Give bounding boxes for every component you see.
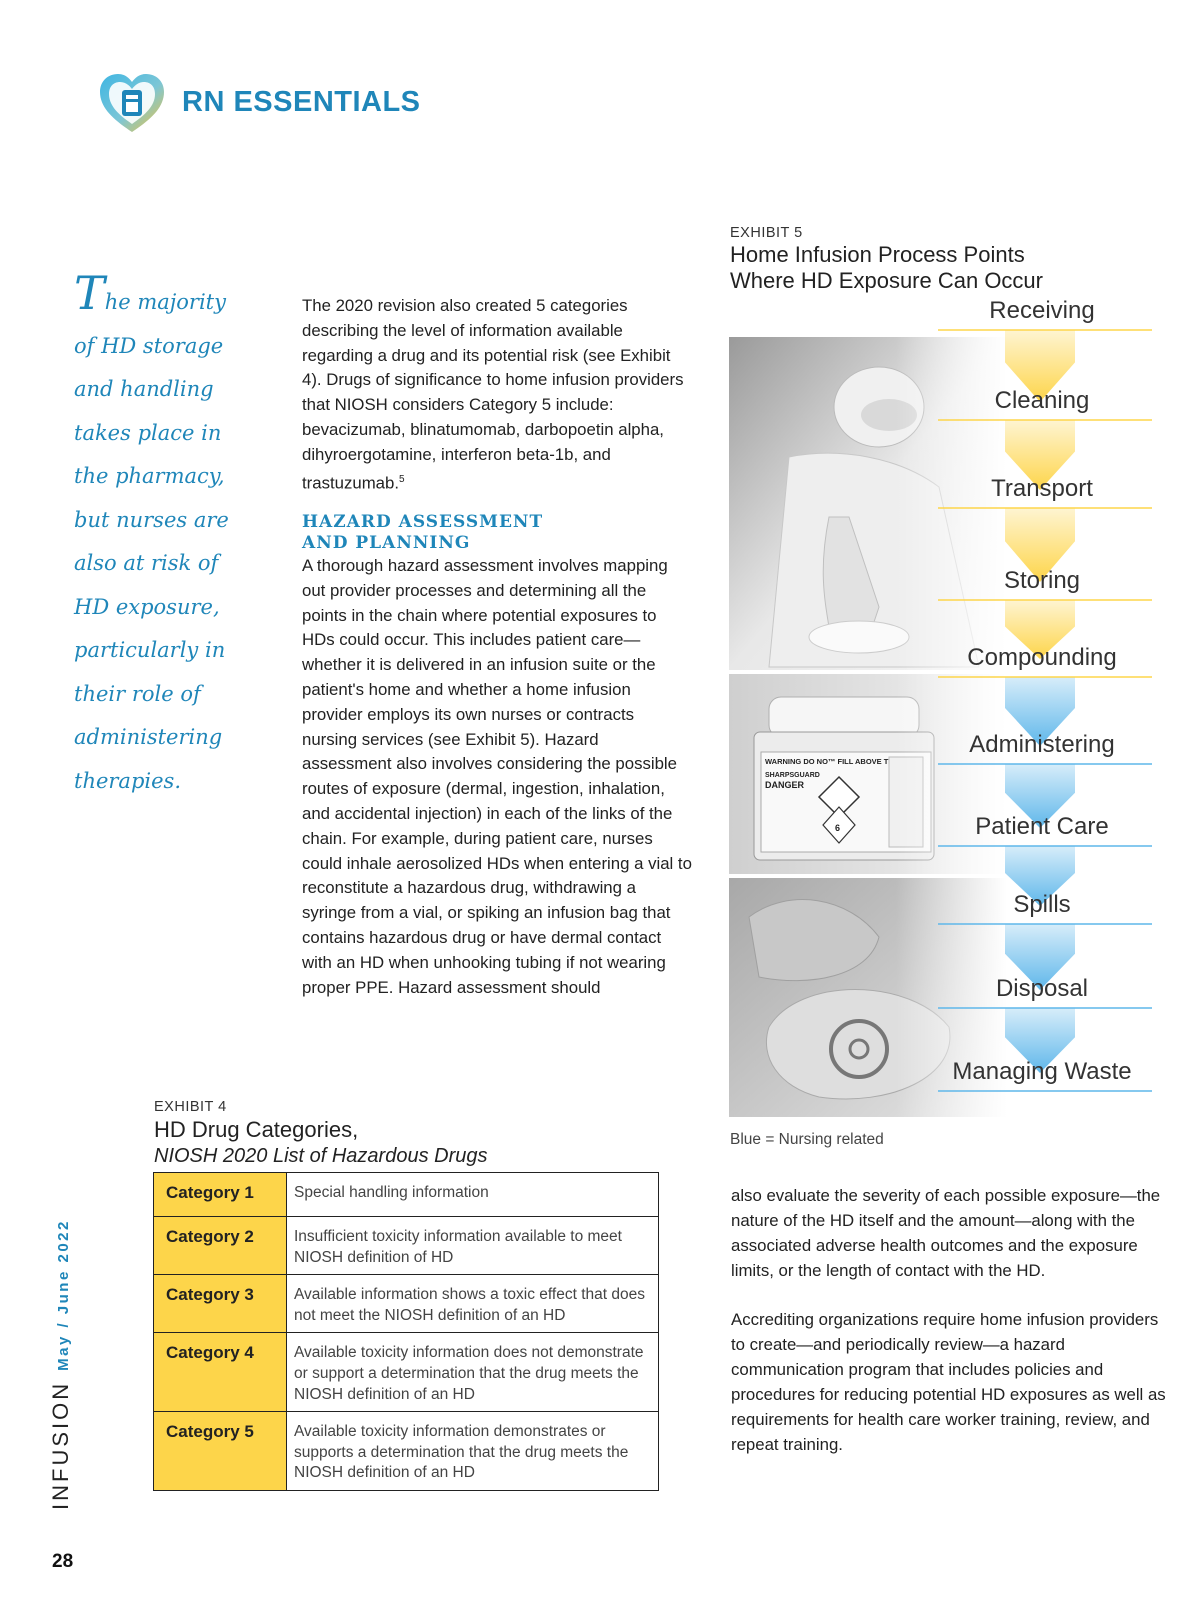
table-row bbox=[154, 1173, 659, 1217]
exhibit-5-legend: Blue = Nursing related bbox=[730, 1131, 884, 1148]
pull-quote-line: takes place in bbox=[74, 420, 222, 445]
table-row bbox=[154, 1412, 659, 1491]
page-number: 28 bbox=[52, 1551, 74, 1572]
magazine-side-label bbox=[48, 1219, 74, 1510]
pull-quote-line: administering bbox=[74, 725, 223, 749]
pull-quote-line: and handling bbox=[74, 377, 214, 401]
category-cell: Category 4 bbox=[154, 1333, 287, 1412]
issue-date: May / June 2022 bbox=[55, 1219, 72, 1371]
pull-quote-line: HD exposure, bbox=[74, 594, 220, 619]
article-body-column bbox=[302, 294, 692, 1000]
reference-marker: 5 bbox=[399, 473, 405, 485]
drug-category-table bbox=[153, 1172, 659, 1491]
pull-quote-line: also at risk of bbox=[74, 551, 219, 575]
pull-quote-line: he majority bbox=[104, 290, 226, 314]
pull-quote-line: the pharmacy, bbox=[74, 464, 225, 488]
section-heading: HAZARD ASSESSMENT AND PLANNING bbox=[302, 511, 544, 553]
category-cell: Category 3 bbox=[154, 1275, 287, 1333]
magazine-name: INFUSION bbox=[48, 1380, 73, 1510]
flow-step-label: Transport bbox=[991, 475, 1093, 502]
description-cell: Available toxicity information does not demonstrate or support a determination that the drug meets the NIOSH definition of an HD bbox=[287, 1333, 659, 1412]
flow-step-label: Spills bbox=[1013, 891, 1071, 918]
flow-step-label: Compounding bbox=[967, 644, 1117, 671]
process-flow-diagram bbox=[930, 300, 1200, 1130]
flow-step-label: Storing bbox=[1003, 567, 1081, 594]
flow-step-label: Disposal bbox=[995, 975, 1089, 1002]
table-row bbox=[154, 1217, 659, 1275]
description-cell: Insufficient toxicity information available to meet NIOSH definition of HD bbox=[287, 1217, 659, 1275]
flow-step-label: Managing Waste bbox=[952, 1058, 1132, 1085]
flow-step-label: Administering bbox=[969, 731, 1115, 758]
pull-quote-drop-letter: T bbox=[74, 266, 105, 320]
body-paragraph: The 2020 revision also created 5 categories describing the level of information available regarding a drug and its potential risk (see Exhibit 4). Drugs of significance to home infusion providers that NIOSH considers Category 5 include: bevacizumab, blinatumomab, darbopoetin alpha, dihyroergotamine, interferon beta-1b, and trastuzumab.$^5$ bbox=[302, 296, 684, 493]
pull-quote-line: therapies. bbox=[74, 768, 181, 793]
description-cell: Special handling information bbox=[287, 1173, 659, 1217]
pull-quote bbox=[74, 266, 274, 803]
pull-quote-line: but nurses are bbox=[74, 507, 229, 532]
body-paragraph: also evaluate the severity of each possible exposure—the nature of the HD itself and the amount—along with the associated adverse health outcomes and the exposure limits, or the length of contact with the HD. bbox=[731, 1186, 1161, 1280]
category-cell: Category 5 bbox=[154, 1412, 287, 1491]
exhibit-4-label: EXHIBIT 4 bbox=[154, 1099, 227, 1115]
exhibit-4-subtitle: NIOSH 2020 List of Hazardous Drugs bbox=[154, 1145, 488, 1167]
article-body-continued bbox=[731, 1183, 1171, 1481]
section-brand-title: RN ESSENTIALS bbox=[182, 86, 421, 118]
rn-essentials-logo-icon bbox=[98, 72, 166, 134]
exhibit-5-label: EXHIBIT 5 bbox=[730, 225, 803, 241]
pull-quote-line: of HD storage bbox=[74, 333, 224, 358]
body-paragraph: A thorough hazard assessment involves mapping out provider processes and determining all the points in the chain where potential exposures to HDs could occur. This includes patient care—whether it is delivered in an infusion suite or the patient's home and whether a home infusion provider employs its own nurses or contracts nursing services (see Exhibit 5). Hazard assessment also involves considering the possible routes of exposure (dermal, ingestion, inhalation, and accidental injection) in each of the links of the chain. For example, during patient care, nurses could inhale aerosolized HDs when entering a vial to reconstitute a hazardous drug, withdrawing a syringe from a vial, or spiking an infusion bag that contains hazardous drug or have dermal contact with an HD when unhooking tubing if not wearing proper PPE. Hazard assessment should bbox=[302, 555, 692, 997]
pull-quote-line: particularly in bbox=[74, 638, 226, 662]
table-row bbox=[154, 1333, 659, 1412]
exhibit-5-title: Home Infusion Process Points Where HD Exposure Can Occur bbox=[730, 242, 1043, 293]
exhibit-4-title: HD Drug Categories, bbox=[154, 1117, 359, 1142]
description-cell: Available toxicity information demonstrates or supports a determination that the drug meets the NIOSH definition of an HD bbox=[287, 1412, 659, 1491]
table-row bbox=[154, 1275, 659, 1333]
body-paragraph: Accrediting organizations require home infusion providers to create—and periodically review—a hazard communication program that includes policies and procedures for reducing potential HD exposures as well as requirements for health care worker training, review, and repeat training. bbox=[731, 1310, 1166, 1454]
category-cell: Category 1 bbox=[154, 1173, 287, 1217]
flow-step-label: Cleaning bbox=[994, 387, 1090, 414]
category-cell: Category 2 bbox=[154, 1217, 287, 1275]
flow-step-label: Patient Care bbox=[975, 813, 1109, 840]
flow-step-label: Receiving bbox=[989, 300, 1095, 324]
pull-quote-line: their role of bbox=[74, 681, 201, 706]
description-cell: Available information shows a toxic effect that does not meet the NIOSH definition of an HD bbox=[287, 1275, 659, 1333]
